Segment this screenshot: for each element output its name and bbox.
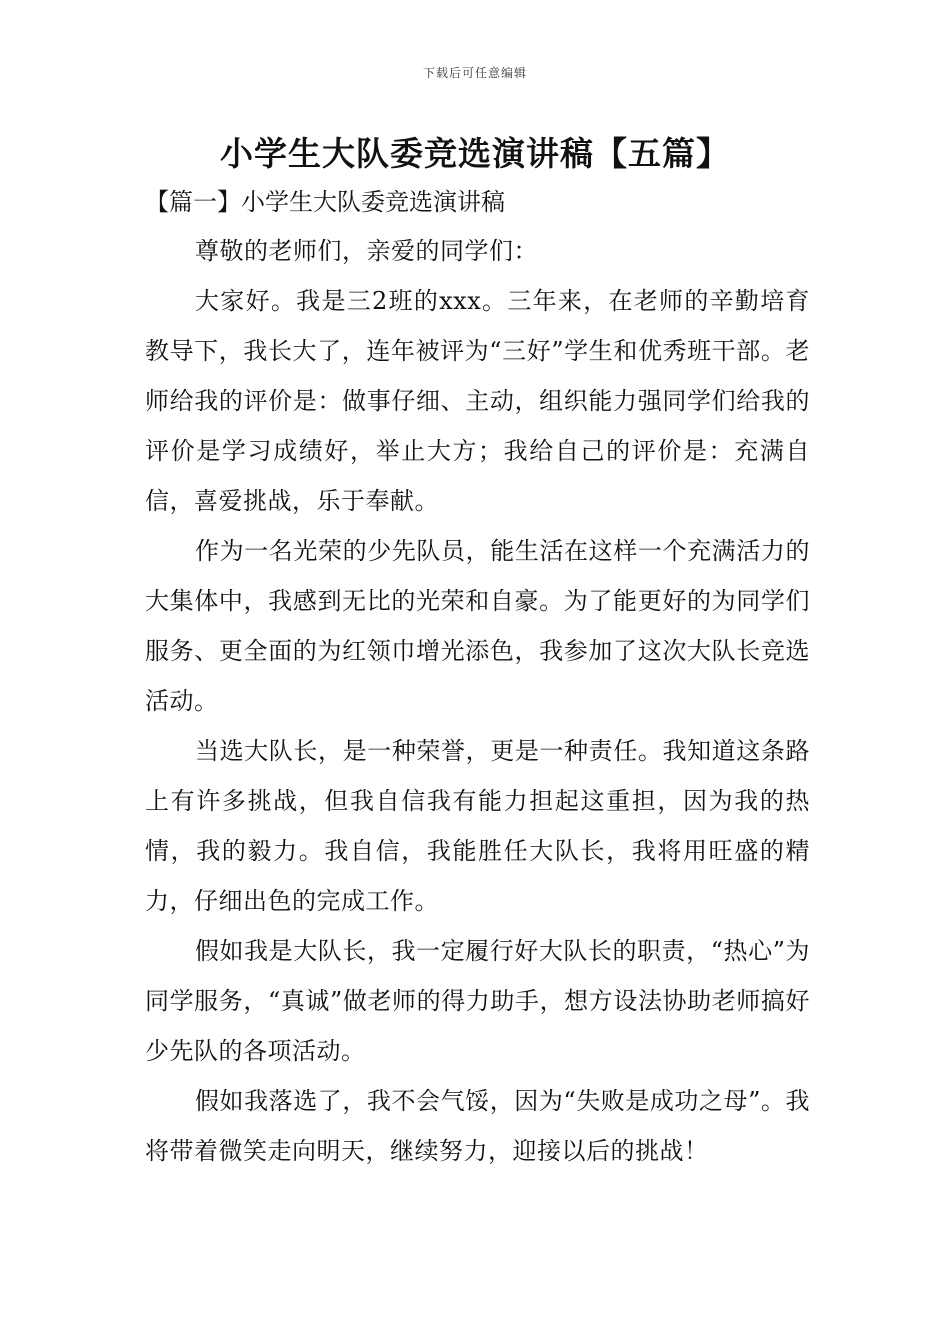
paragraph-motivation: 作为一名光荣的少先队员，能生活在这样一个充满活力的大集体中，我感到无比的光荣和自豪。为了能更好的为同学们服务、更全面的为红领巾增光添色，我参加了这次大队长竞选活动。 bbox=[145, 537, 810, 715]
paragraph-if-elected: 假如我是大队长，我一定履行好大队长的职责，“热心”为同学服务，“真诚”做老师的得力助手，想方设法协助老师搞好少先队的各项活动。 bbox=[145, 937, 810, 1065]
header-note: 下载后可任意编辑 bbox=[422, 66, 527, 80]
paragraph-responsibility: 当选大队长，是一种荣誉，更是一种责任。我知道这条路上有许多挑战，但我自信我有能力担起这重担，因为我的热情，我的毅力。我自信，我能胜任大队长，我将用旺盛的精力，仔细出色的完成工作。 bbox=[145, 737, 810, 915]
paragraph-introduction: 大家好。我是三2班的xxx。三年来，在老师的辛勤培育教导下，我长大了，连年被评为“三好”学生和优秀班干部。老师给我的评价是：做事仔细、主动，组织能力强同学们给我的评价是学习成绩好，举止大方；我给自己的评价是：充满自信，喜爱挑战，乐于奉献。 bbox=[145, 287, 810, 515]
section-heading: 【篇一】小学生大队委竞选演讲稿 bbox=[145, 188, 505, 216]
body-text bbox=[145, 226, 810, 1176]
document-title: 小学生大队委竞选演讲稿【五篇】 bbox=[220, 134, 730, 173]
paragraph-if-not-elected: 假如我落选了，我不会气馁，因为“失败是成功之母”。我将带着微笑走向明天，继续努力，迎接以后的挑战！ bbox=[145, 1087, 810, 1165]
paragraph-greeting: 尊敬的老师们，亲爱的同学们： bbox=[195, 237, 538, 265]
